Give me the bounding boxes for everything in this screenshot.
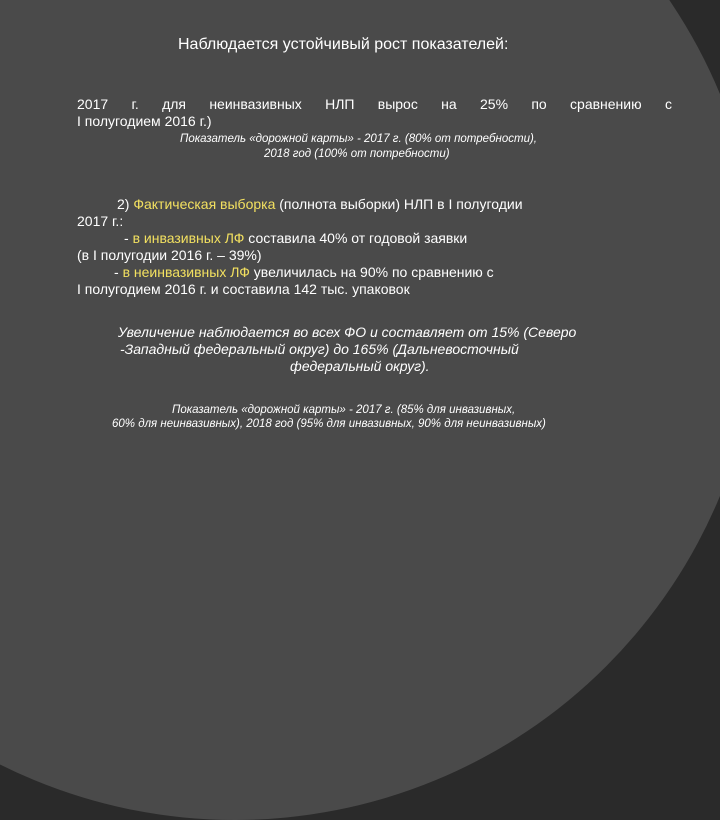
- word: сравнению: [570, 96, 642, 112]
- section-line: федеральный округ).: [290, 358, 430, 374]
- paragraph-line: I полугодием 2016 г.): [77, 113, 212, 129]
- word: 25%: [480, 96, 509, 112]
- word: г.: [131, 96, 139, 112]
- dash: -: [114, 264, 123, 280]
- section-line: Увеличение наблюдается во всех ФО и составляет от 15% (Северо: [118, 324, 577, 340]
- note-line: Показатель «дорожной карты» - 2017 г. (80% от потребности),: [180, 133, 537, 145]
- note-line: 2018 год (100% от потребности): [264, 148, 450, 160]
- list-item-invasive: [77, 230, 657, 247]
- word: на: [441, 96, 457, 112]
- word: по: [531, 96, 547, 112]
- dash: -: [124, 230, 133, 246]
- note-line: 60% для неинвазивных), 2018 год (95% для инвазивных, 90% для неинвазивных): [112, 418, 546, 430]
- highlight-term: Фактическая выборка: [133, 196, 276, 212]
- paragraph-line: [77, 96, 672, 113]
- list-item-noninvasive: [77, 264, 657, 281]
- word: вырос: [377, 96, 418, 112]
- section-federal-districts: [118, 324, 698, 375]
- word: 2017: [77, 96, 109, 112]
- word: с: [664, 96, 672, 112]
- word: НЛП: [325, 96, 355, 112]
- note-line: Показатель «дорожной карты» - 2017 г. (85% для инвазивных,: [172, 404, 516, 416]
- slide-heading: Наблюдается устойчивый рост показателей:: [178, 36, 509, 53]
- highlight-term: в неинвазивных ЛФ: [122, 264, 250, 280]
- section-line: I полугодием 2016 г. и составила 142 тыс. упаковок: [77, 281, 410, 297]
- section-line: 2017 г.:: [77, 213, 124, 229]
- item-text: увеличилась на 90% по сравнению с: [249, 264, 494, 280]
- section-line: [77, 196, 657, 213]
- item-text: составила 40% от годовой заявки: [244, 230, 468, 246]
- roadmap-note-2: [112, 403, 672, 431]
- highlight-term: в инвазивных ЛФ: [132, 230, 245, 246]
- paragraph-nlp-growth: [77, 96, 672, 130]
- section-text: (полнота выборки) НЛП в I полугодии: [275, 196, 523, 212]
- section-line: -Западный федеральный округ) до 165% (Дальневосточный: [120, 341, 519, 357]
- list-number: 2): [117, 196, 134, 212]
- section-line: (в I полугодии 2016 г. – 39%): [77, 247, 262, 263]
- section-actual-sampling: [77, 196, 657, 298]
- roadmap-note: [180, 132, 640, 162]
- word: для: [162, 96, 186, 112]
- word: неинвазивных: [209, 96, 302, 112]
